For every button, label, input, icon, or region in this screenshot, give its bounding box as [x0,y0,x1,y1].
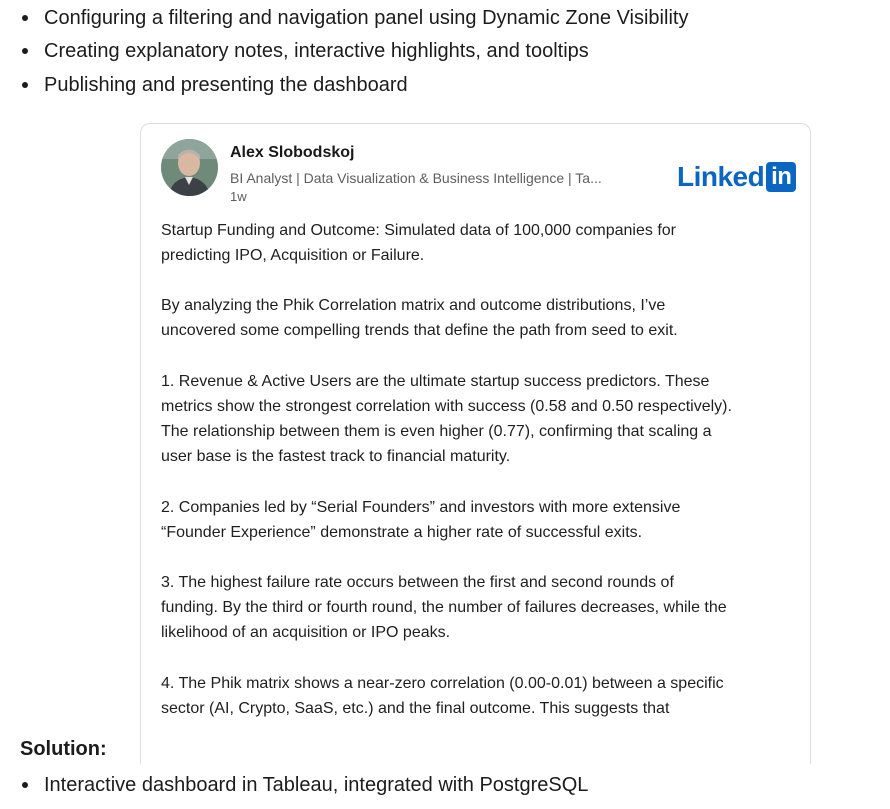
post-text-line: 4. The Phik matrix shows a near-zero correlation (0.00-0.01) between a specific [161,675,724,692]
linkedin-logo-word: Linked [677,161,765,192]
post-text-line: “Founder Experience” demonstrate a higher rate of successful exits. [161,524,643,541]
intro-bullet-text: Publishing and presenting the dashboard [44,73,408,96]
post-text-line: By analyzing the Phik Correlation matrix and outcome distributions, I’ve [161,297,666,314]
linkedin-logo-box: in [766,162,796,192]
post-text-line: user base is the fastest track to financial maturity. [161,448,511,465]
post-text-line: 3. The highest failure rate occurs between the first and second rounds of [161,574,674,591]
author-headline: BI Analyst | Data Visualization & Business Intelligence | Ta... [230,170,602,186]
bullet-dot-icon [22,15,28,21]
bullet-dot-icon [22,82,28,88]
post-text-line: predicting IPO, Acquisition or Failure. [161,247,425,264]
post-text-line: 1. Revenue & Active Users are the ultimate startup success predictors. These [161,373,710,390]
author-name[interactable]: Alex Slobodskoj [230,144,355,161]
post-text-line: Startup Funding and Outcome: Simulated data of 100,000 companies for [161,222,676,239]
post-text-line: uncovered some compelling trends that define the path from seed to exit. [161,322,678,339]
post-timestamp: 1w [230,189,247,204]
intro-bullet-text: Configuring a filtering and navigation panel using Dynamic Zone Visibility [44,6,689,29]
post-text-line: funding. By the third or fourth round, the number of failures decreases, while the [161,599,727,616]
avatar-portrait-icon [161,139,218,196]
post-text-line: The relationship between them is even higher (0.77), confirming that scaling a [161,423,712,440]
post-text-line: metrics show the strongest correlation with success (0.58 and 0.50 respectively). [161,398,732,415]
intro-bullet-text: Creating explanatory notes, interactive highlights, and tooltips [44,39,589,62]
linkedin-logo [677,161,796,193]
post-text-line: 2. Companies led by “Serial Founders” and investors with more extensive [161,499,681,516]
solution-heading: Solution: [20,738,107,760]
solution-bullet-text: Interactive dashboard in Tableau, integrated with PostgreSQL [44,773,589,796]
bullet-dot-icon [22,782,28,788]
linkedin-post-card[interactable] [140,123,811,764]
avatar[interactable] [161,139,218,196]
bullet-dot-icon [22,48,28,54]
post-text-line: sector (AI, Crypto, SaaS, etc.) and the final outcome. This suggests that [161,700,670,717]
post-text-line: likelihood of an acquisition or IPO peaks. [161,624,451,641]
